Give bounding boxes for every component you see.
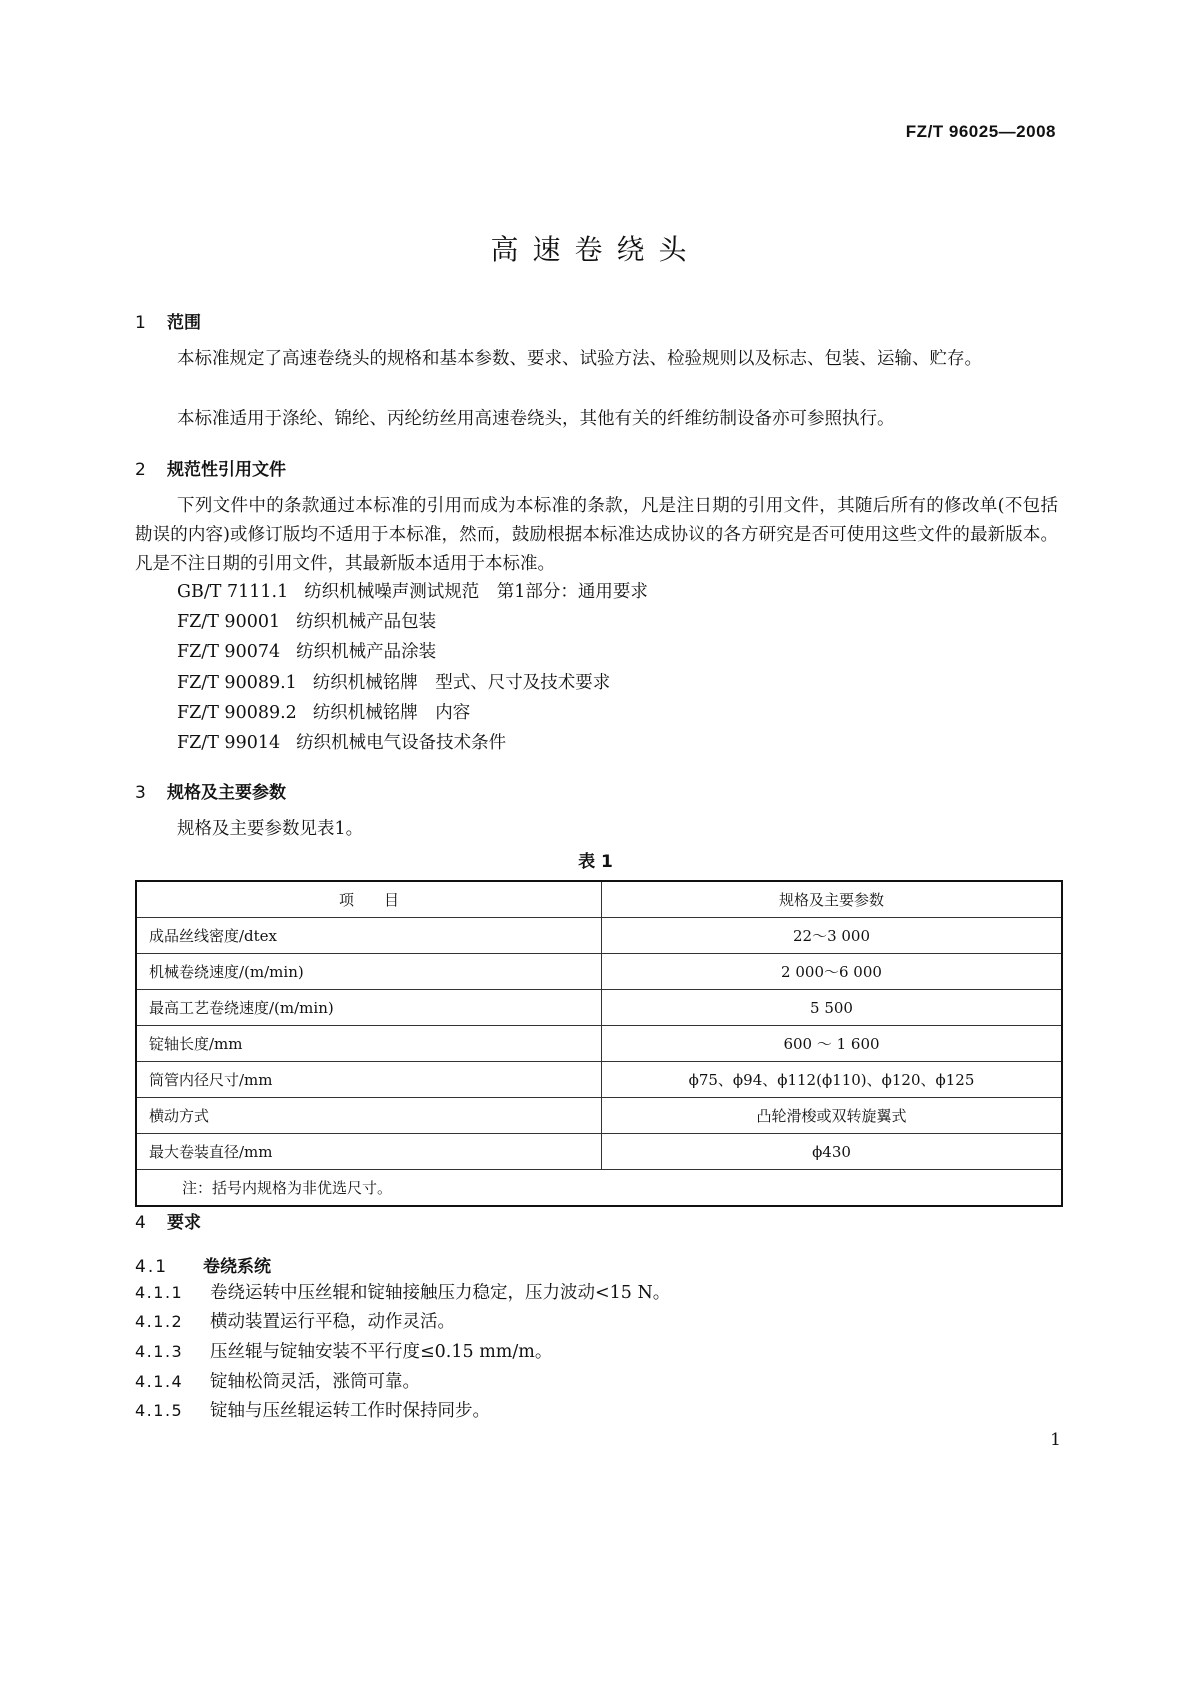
section-3-heading bbox=[135, 778, 286, 803]
table-row bbox=[136, 990, 1062, 1026]
table-cell-item: 成品丝线密度/dtex bbox=[136, 918, 602, 954]
table-row bbox=[136, 1134, 1062, 1170]
clause-number: 4.1.4 bbox=[135, 1372, 184, 1391]
section-1-heading bbox=[135, 308, 201, 333]
clause-text: 锭轴与压丝辊运转工作时保持同步。 bbox=[210, 1401, 490, 1421]
reference-item bbox=[177, 729, 506, 758]
standard-number: FZ/T 96025—2008 bbox=[905, 122, 1056, 141]
section-2-paragraph: 下列文件中的条款通过本标准的引用而成为本标准的条款，凡是注日期的引用文件，其随后所有的修改单(不包括勘误的内容)或修订版均不适用于本标准，然而，鼓励根据本标准达成协议的各方研究是否可使用这些文件的最新版本。凡是不注日期的引用文件，其最新版本适用于本标准。 bbox=[135, 496, 1058, 574]
table-cell-item: 横动方式 bbox=[136, 1098, 602, 1134]
document-title: 高速卷绕头 bbox=[490, 233, 701, 266]
table-cell-item: 筒管内径尺寸/mm bbox=[136, 1062, 602, 1098]
table-header-value: 规格及主要参数 bbox=[602, 881, 1063, 918]
reference-code: FZ/T 99014 bbox=[177, 733, 281, 753]
section-title: 规格及主要参数 bbox=[167, 783, 286, 803]
spec-table bbox=[135, 880, 1063, 1207]
table-caption: 表 1 bbox=[578, 852, 613, 872]
reference-item bbox=[177, 608, 436, 637]
table-row bbox=[136, 954, 1062, 990]
section-number: 2 bbox=[135, 460, 146, 480]
clause-text: 压丝辊与锭轴安装不平行度≤0.15 mm/m。 bbox=[210, 1342, 553, 1362]
reference-item bbox=[177, 669, 610, 698]
clause-item bbox=[135, 1337, 552, 1367]
table-header-row bbox=[136, 881, 1062, 918]
section-1-paragraph-2: 本标准适用于涤纶、锦纶、丙纶纺丝用高速卷绕头，其他有关的纤维纺制设备亦可参照执行。 bbox=[177, 409, 895, 429]
reference-name: 纺织机械铭牌 内容 bbox=[312, 703, 471, 723]
table-cell-value: ϕ75、ϕ94、ϕ112(ϕ110)、ϕ120、ϕ125 bbox=[602, 1062, 1063, 1098]
table-cell-item: 锭轴长度/mm bbox=[136, 1026, 602, 1062]
reference-item bbox=[177, 699, 470, 728]
table-note: 注：括号内规格为非优选尺寸。 bbox=[136, 1170, 1062, 1207]
section-number: 3 bbox=[135, 783, 146, 803]
table-cell-value: 2 000～6 000 bbox=[602, 954, 1063, 990]
page-number: 1 bbox=[1050, 1430, 1061, 1450]
table-row bbox=[136, 1026, 1062, 1062]
reference-name: 纺织机械产品涂装 bbox=[296, 642, 437, 662]
clause-item bbox=[135, 1307, 455, 1337]
table-cell-value: 凸轮滑梭或双转旋翼式 bbox=[602, 1098, 1063, 1134]
clause-item bbox=[135, 1396, 490, 1426]
reference-item bbox=[177, 638, 436, 667]
clause-number: 4.1.3 bbox=[135, 1342, 184, 1361]
subsection-number: 4.1 bbox=[135, 1257, 169, 1277]
clause-item bbox=[135, 1367, 420, 1397]
reference-name: 纺织机械产品包装 bbox=[296, 612, 437, 632]
subsection-title: 卷绕系统 bbox=[203, 1257, 271, 1277]
table-row bbox=[136, 918, 1062, 954]
section-number: 4 bbox=[135, 1213, 146, 1233]
reference-name: 纺织机械铭牌 型式、尺寸及技术要求 bbox=[312, 673, 611, 693]
table-row bbox=[136, 1062, 1062, 1098]
table-header-item: 项 目 bbox=[136, 881, 602, 918]
reference-code: FZ/T 90001 bbox=[177, 612, 281, 632]
section-title: 规范性引用文件 bbox=[167, 460, 286, 480]
clause-text: 锭轴松筒灵活，涨筒可靠。 bbox=[210, 1372, 420, 1392]
reference-code: FZ/T 90089.2 bbox=[177, 703, 297, 723]
subsection-4-1-heading bbox=[135, 1252, 271, 1277]
table-cell-value: 5 500 bbox=[602, 990, 1063, 1026]
section-3-paragraph: 规格及主要参数见表1。 bbox=[177, 819, 364, 839]
table-cell-value: ϕ430 bbox=[602, 1134, 1063, 1170]
section-1-paragraph-1: 本标准规定了高速卷绕头的规格和基本参数、要求、试验方法、检验规则以及标志、包装、运输、贮存。 bbox=[177, 349, 982, 369]
section-4-heading bbox=[135, 1208, 201, 1233]
reference-name: 纺织机械噪声测试规范 第1部分：通用要求 bbox=[304, 582, 648, 602]
table-cell-item: 机械卷绕速度/(m/min) bbox=[136, 954, 602, 990]
section-number: 1 bbox=[135, 313, 146, 333]
reference-name: 纺织机械电气设备技术条件 bbox=[296, 733, 507, 753]
section-title: 范围 bbox=[167, 313, 201, 333]
reference-code: FZ/T 90089.1 bbox=[177, 673, 297, 693]
clause-text: 卷绕运转中压丝辊和锭轴接触压力稳定，压力波动<15 N。 bbox=[210, 1283, 671, 1303]
clause-number: 4.1.1 bbox=[135, 1283, 184, 1302]
clause-number: 4.1.2 bbox=[135, 1312, 184, 1331]
reference-item bbox=[177, 578, 648, 607]
clause-number: 4.1.5 bbox=[135, 1401, 184, 1420]
section-2-heading bbox=[135, 455, 286, 480]
clause-text: 横动装置运行平稳，动作灵活。 bbox=[210, 1312, 455, 1332]
reference-code: GB/T 7111.1 bbox=[177, 582, 289, 602]
table-cell-item: 最大卷装直径/mm bbox=[136, 1134, 602, 1170]
clause-item bbox=[135, 1278, 670, 1308]
table-row bbox=[136, 1098, 1062, 1134]
table-cell-value: 22～3 000 bbox=[602, 918, 1063, 954]
table-cell-item: 最高工艺卷绕速度/(m/min) bbox=[136, 990, 602, 1026]
table-cell-value: 600 ～ 1 600 bbox=[602, 1026, 1063, 1062]
table-note-row bbox=[136, 1170, 1062, 1207]
reference-code: FZ/T 90074 bbox=[177, 642, 281, 662]
section-title: 要求 bbox=[167, 1213, 201, 1233]
